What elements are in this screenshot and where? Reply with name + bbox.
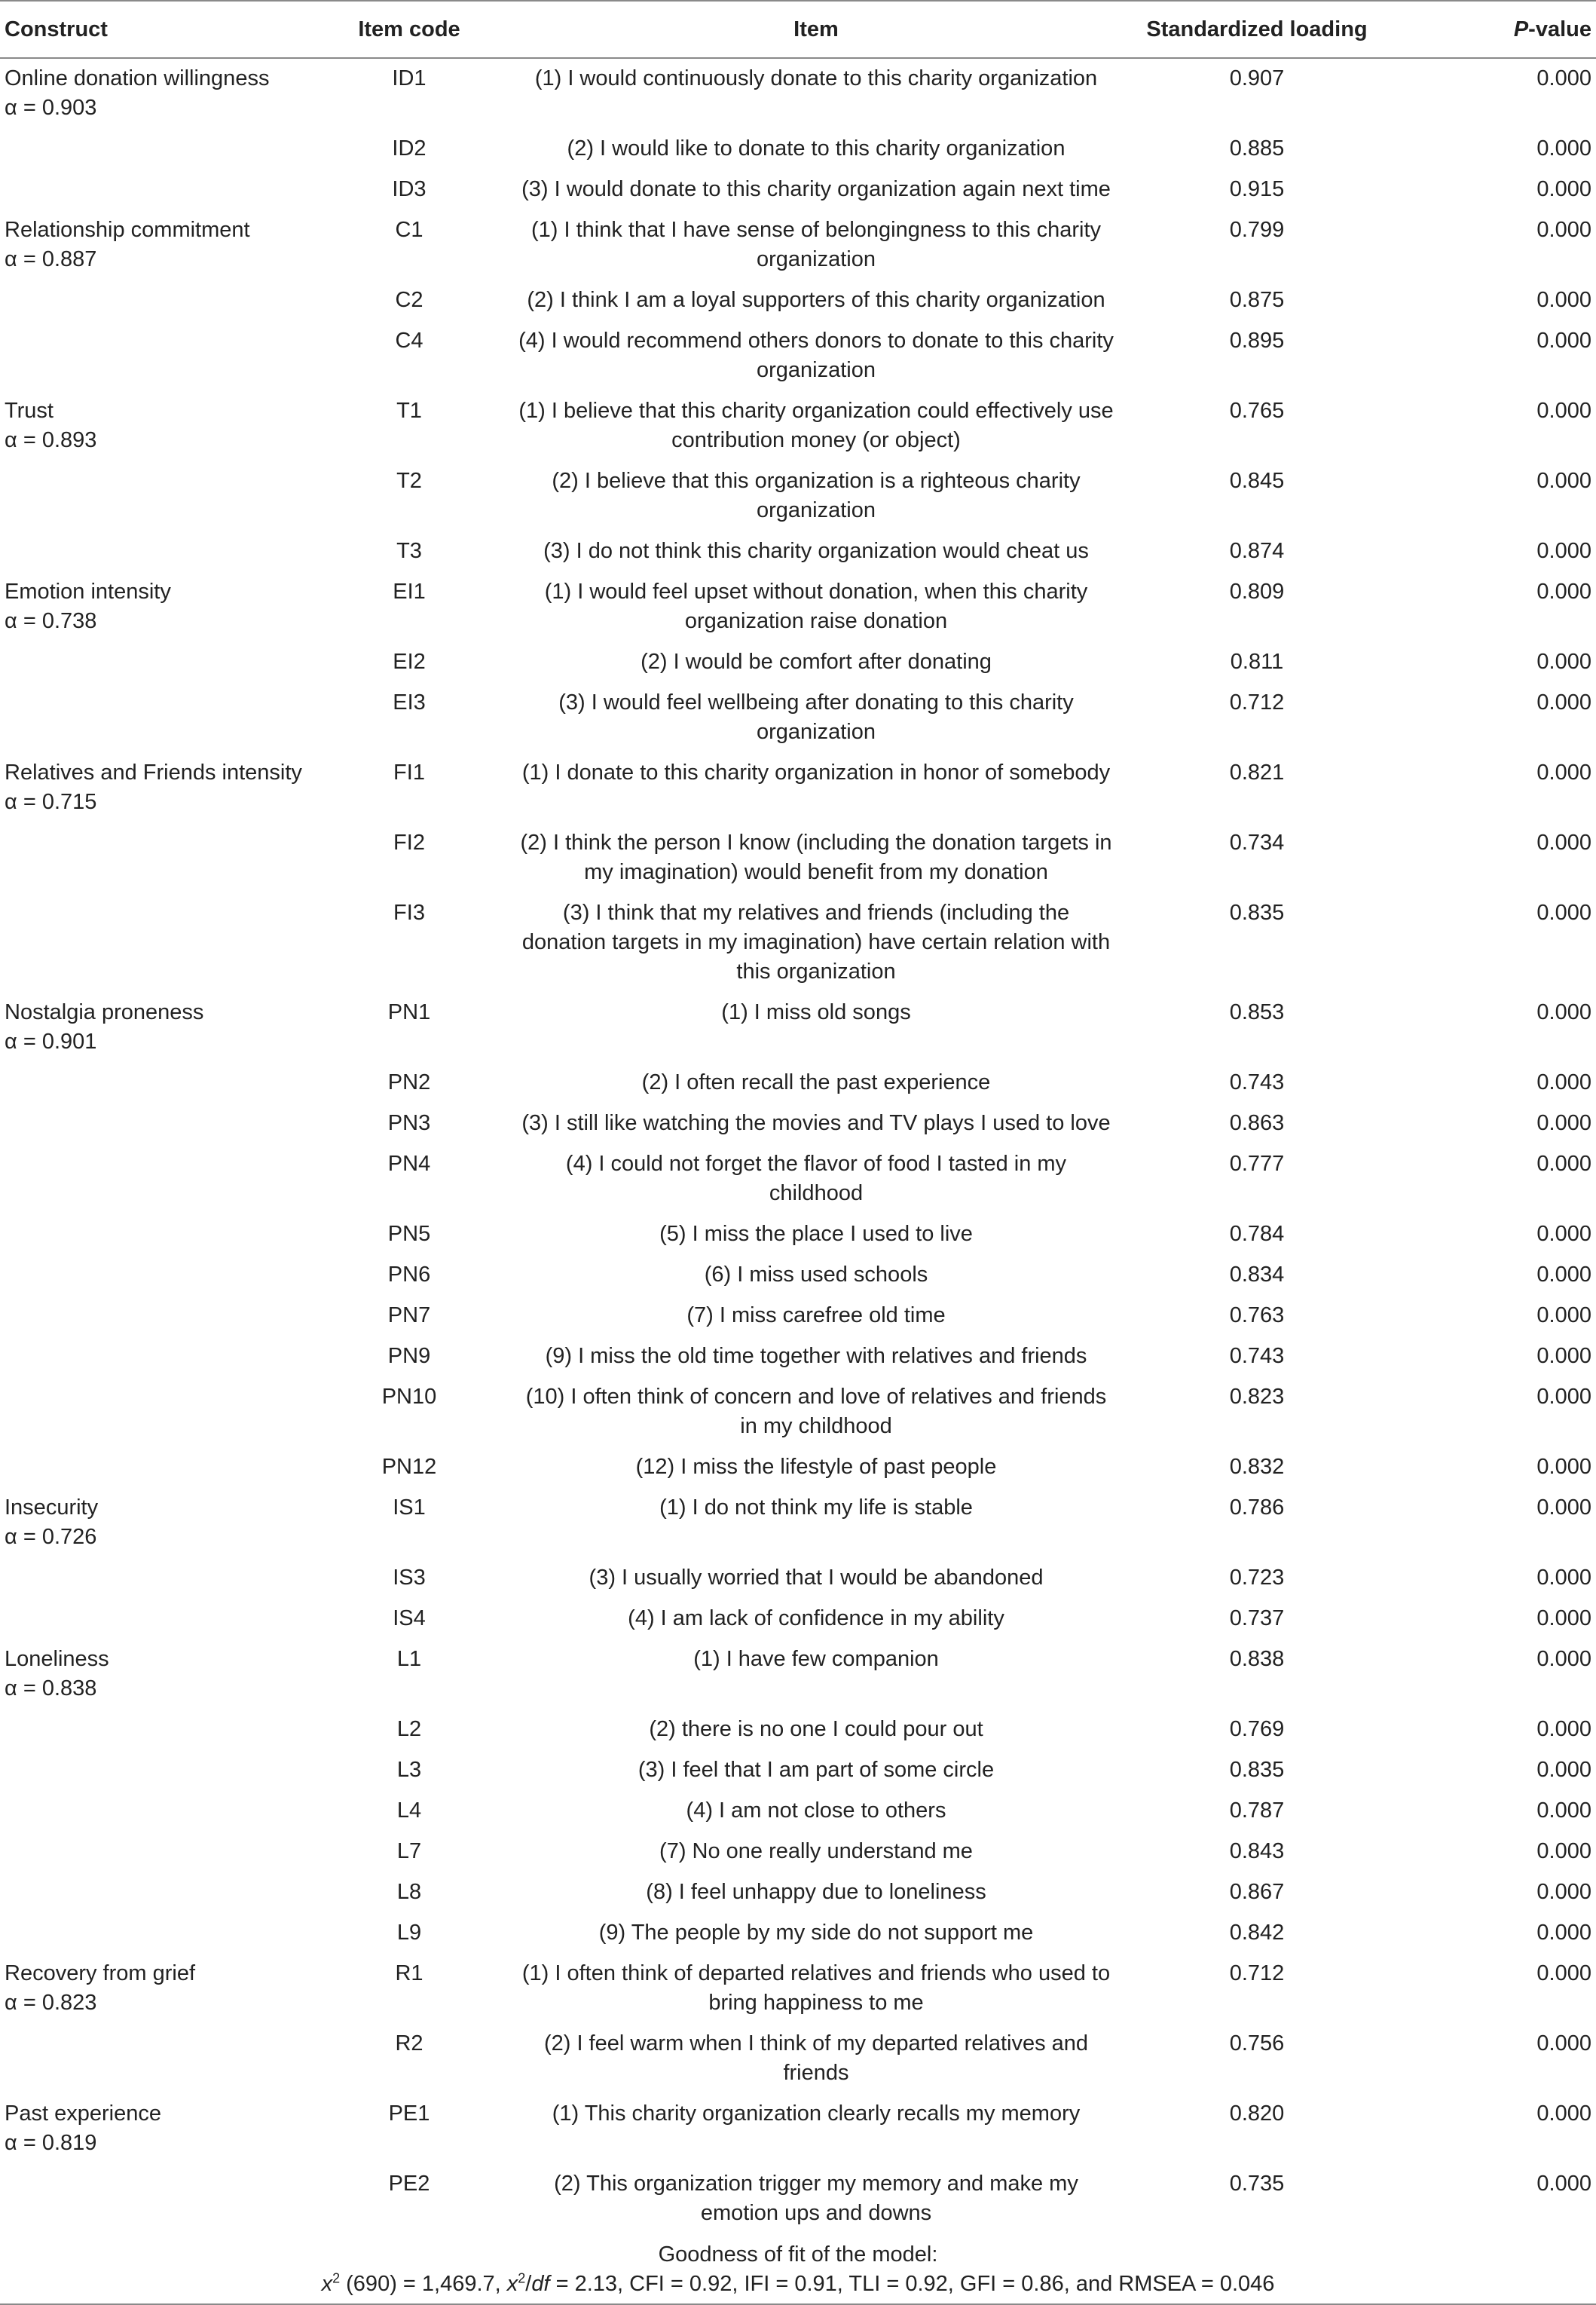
construct-name: Insecurity bbox=[5, 1495, 99, 1520]
loading-cell: 0.756 bbox=[1229, 2031, 1285, 2056]
p-value-cell: 0.000 bbox=[1536, 1303, 1591, 1327]
construct-cell bbox=[0, 1954, 315, 2024]
fit-title: Goodness of fit of the model: bbox=[658, 2242, 938, 2267]
construct-cell bbox=[0, 1255, 315, 1296]
construct-cell bbox=[0, 823, 315, 893]
construct-cell bbox=[0, 58, 315, 129]
loading-cell: 0.743 bbox=[1229, 1344, 1285, 1368]
table-row bbox=[0, 1954, 1596, 2024]
table-row bbox=[0, 1063, 1596, 1104]
construct-cell bbox=[0, 1832, 315, 1872]
item-code-cell: EI2 bbox=[393, 650, 426, 674]
p-value-cell: 0.000 bbox=[1536, 399, 1591, 423]
loading-cell: 0.838 bbox=[1229, 1647, 1285, 1671]
item-text-cell: (4) I am not close to others bbox=[686, 1798, 946, 1823]
item-code-cell: T3 bbox=[396, 539, 422, 563]
p-value-cell: 0.000 bbox=[1536, 2101, 1591, 2126]
item-code-cell: ID2 bbox=[392, 136, 427, 161]
item-code-cell: C1 bbox=[395, 218, 423, 242]
loading-cell: 0.832 bbox=[1229, 1455, 1285, 1479]
loading-cell: 0.863 bbox=[1229, 1111, 1285, 1135]
p-value-cell: 0.000 bbox=[1536, 1111, 1591, 1135]
construct-name: Nostalgia proneness bbox=[5, 1000, 204, 1024]
table-body bbox=[0, 58, 1596, 2234]
loading-cell: 0.835 bbox=[1229, 901, 1285, 925]
loading-cell: 0.835 bbox=[1229, 1758, 1285, 1782]
p-value-cell: 0.000 bbox=[1536, 288, 1591, 312]
item-code-cell: C4 bbox=[395, 329, 423, 353]
construct-cell bbox=[0, 1639, 315, 1710]
construct-alpha: α = 0.887 bbox=[5, 247, 97, 271]
loading-cell: 0.723 bbox=[1229, 1566, 1285, 1590]
loading-cell: 0.769 bbox=[1229, 1717, 1285, 1741]
chi-symbol-2: x bbox=[506, 2272, 518, 2296]
table-row bbox=[0, 391, 1596, 461]
item-text-cell: (7) No one really understand me bbox=[659, 1839, 973, 1863]
construct-cell bbox=[0, 1296, 315, 1336]
p-value-cell: 0.000 bbox=[1536, 831, 1591, 855]
item-code-cell: EI3 bbox=[393, 690, 426, 715]
header-item: Item bbox=[503, 1, 1129, 58]
loading-cell: 0.786 bbox=[1229, 1495, 1285, 1520]
fit-part1: (690) = 1,469.7, bbox=[340, 2272, 507, 2296]
construct-cell bbox=[0, 642, 315, 683]
loading-cell: 0.820 bbox=[1229, 2101, 1285, 2126]
item-text-cell: (2) I would be comfort after donating bbox=[641, 650, 992, 674]
item-code-cell: PN12 bbox=[381, 1455, 437, 1479]
table-row bbox=[0, 823, 1596, 893]
item-text-cell: (2) there is no one I could pour out bbox=[649, 1717, 983, 1741]
construct-cell bbox=[0, 210, 315, 280]
loading-cell: 0.842 bbox=[1229, 1921, 1285, 1945]
table-row bbox=[0, 1872, 1596, 1913]
p-value-cell: 0.000 bbox=[1536, 1566, 1591, 1590]
construct-cell bbox=[0, 461, 315, 531]
table-row bbox=[0, 1599, 1596, 1639]
table-row bbox=[0, 58, 1596, 129]
header-p-suffix: -value bbox=[1528, 17, 1591, 41]
table-row bbox=[0, 531, 1596, 572]
table-row bbox=[0, 1104, 1596, 1144]
loading-cell: 0.763 bbox=[1229, 1303, 1285, 1327]
item-text-cell: (1) I have few companion bbox=[693, 1647, 939, 1671]
construct-cell bbox=[0, 2024, 315, 2094]
construct-name: Online donation willingness bbox=[5, 66, 270, 90]
loading-cell: 0.853 bbox=[1229, 1000, 1285, 1024]
loading-cell: 0.734 bbox=[1229, 831, 1285, 855]
item-text-cell: (3) I would feel wellbeing after donating to this charity organization bbox=[558, 690, 1074, 744]
table-row bbox=[0, 210, 1596, 280]
construct-alpha: α = 0.726 bbox=[5, 1525, 97, 1549]
header-standardized-loading: Standardized loading bbox=[1129, 1, 1385, 58]
construct-cell bbox=[0, 1750, 315, 1791]
p-value-cell: 0.000 bbox=[1536, 1961, 1591, 1985]
item-code-cell: PN4 bbox=[387, 1152, 431, 1176]
construct-cell bbox=[0, 1063, 315, 1104]
construct-cell bbox=[0, 683, 315, 753]
table-row bbox=[0, 2164, 1596, 2234]
item-text-cell: (1) I would feel upset without donation, when this charity organization raise donation bbox=[544, 580, 1088, 633]
p-value-cell: 0.000 bbox=[1536, 1222, 1591, 1246]
construct-cell bbox=[0, 753, 315, 823]
loading-cell: 0.867 bbox=[1229, 1880, 1285, 1904]
p-value-cell: 0.000 bbox=[1536, 329, 1591, 353]
construct-cell bbox=[0, 1488, 315, 1558]
item-text-cell: (1) I think that I have sense of belongingness to this charity organization bbox=[530, 218, 1102, 271]
loading-cell: 0.895 bbox=[1229, 329, 1285, 353]
loading-cell: 0.823 bbox=[1229, 1385, 1285, 1409]
loading-cell: 0.712 bbox=[1229, 690, 1285, 715]
item-code-cell: R1 bbox=[395, 1961, 423, 1985]
construct-alpha: α = 0.738 bbox=[5, 609, 97, 633]
p-value-cell: 0.000 bbox=[1536, 1070, 1591, 1094]
item-text-cell: (9) I miss the old time together with relatives and friends bbox=[545, 1344, 1087, 1368]
construct-cell bbox=[0, 2164, 315, 2234]
construct-cell bbox=[0, 993, 315, 1063]
p-value-cell: 0.000 bbox=[1536, 901, 1591, 925]
loading-cell: 0.875 bbox=[1229, 288, 1285, 312]
p-value-cell: 0.000 bbox=[1536, 177, 1591, 201]
table-row bbox=[0, 1558, 1596, 1599]
item-text-cell: (3) I would donate to this charity organization again next time bbox=[521, 177, 1111, 201]
construct-name: Relatives and Friends intensity bbox=[5, 761, 302, 785]
construct-name: Recovery from grief bbox=[5, 1961, 196, 1985]
p-value-cell: 0.000 bbox=[1536, 1880, 1591, 1904]
item-code-cell: PN1 bbox=[387, 1000, 431, 1024]
construct-name: Loneliness bbox=[5, 1647, 109, 1671]
construct-cell bbox=[0, 1872, 315, 1913]
construct-cell bbox=[0, 1447, 315, 1488]
item-code-cell: R2 bbox=[395, 2031, 423, 2056]
item-text-cell: (2) I think the person I know (including the donation targets in my imagination) would benefit from my donation bbox=[520, 831, 1112, 884]
p-value-cell: 0.000 bbox=[1536, 1839, 1591, 1863]
item-text-cell: (2) I feel warm when I think of my departed relatives and friends bbox=[543, 2031, 1089, 2085]
loading-cell: 0.811 bbox=[1230, 650, 1284, 674]
item-text-cell: (1) I often think of departed relatives and friends who used to bring happiness to me bbox=[521, 1961, 1111, 2015]
table-header bbox=[0, 1, 1596, 58]
item-text-cell: (2) I believe that this organization is a righteous charity organization bbox=[552, 469, 1081, 522]
item-code-cell: L7 bbox=[396, 1839, 422, 1863]
construct-cell bbox=[0, 893, 315, 993]
item-text-cell: (2) I often recall the past experience bbox=[641, 1070, 991, 1094]
item-code-cell: PN9 bbox=[387, 1344, 431, 1368]
p-value-cell: 0.000 bbox=[1536, 690, 1591, 715]
table-row bbox=[0, 1336, 1596, 1377]
item-text-cell: (8) I feel unhappy due to loneliness bbox=[646, 1880, 986, 1904]
loading-cell: 0.784 bbox=[1229, 1222, 1285, 1246]
item-text-cell: (9) The people by my side do not support me bbox=[598, 1921, 1034, 1945]
loading-cell: 0.809 bbox=[1229, 580, 1285, 604]
item-code-cell: L3 bbox=[396, 1758, 422, 1782]
item-code-cell: L8 bbox=[396, 1880, 422, 1904]
item-text-cell: (4) I would recommend others donors to donate to this charity organization bbox=[518, 329, 1114, 382]
item-text-cell: (1) I do not think my life is stable bbox=[659, 1495, 973, 1520]
construct-cell bbox=[0, 572, 315, 642]
goodness-of-fit bbox=[0, 2234, 1596, 2304]
construct-alpha: α = 0.823 bbox=[5, 1991, 97, 2015]
item-text-cell: (5) I miss the place I used to live bbox=[659, 1222, 973, 1246]
construct-cell bbox=[0, 280, 315, 321]
item-code-cell: PE1 bbox=[388, 2101, 430, 2126]
p-value-cell: 0.000 bbox=[1536, 1798, 1591, 1823]
item-text-cell: (7) I miss carefree old time bbox=[686, 1303, 946, 1327]
item-code-cell: T1 bbox=[396, 399, 422, 423]
item-text-cell: (1) This charity organization clearly recalls my memory bbox=[552, 2101, 1081, 2126]
header-p-prefix: P bbox=[1513, 17, 1529, 41]
p-value-cell: 0.000 bbox=[1536, 539, 1591, 563]
item-code-cell: L1 bbox=[396, 1647, 422, 1671]
item-code-cell: PE2 bbox=[388, 2172, 430, 2196]
p-value-cell: 0.000 bbox=[1536, 1606, 1591, 1630]
item-code-cell: IS1 bbox=[393, 1495, 426, 1520]
table-row bbox=[0, 1639, 1596, 1710]
fit-statistics bbox=[0, 2270, 1596, 2299]
table-row bbox=[0, 2094, 1596, 2164]
header-construct: Construct bbox=[0, 1, 315, 58]
construct-cell bbox=[0, 321, 315, 391]
construct-cell bbox=[0, 1214, 315, 1255]
construct-cell bbox=[0, 170, 315, 210]
fit-df: df bbox=[531, 2272, 550, 2296]
construct-alpha: α = 0.838 bbox=[5, 1676, 97, 1700]
table-footer bbox=[0, 2234, 1596, 2304]
construct-cell bbox=[0, 1104, 315, 1144]
loading-cell: 0.845 bbox=[1229, 469, 1285, 493]
p-value-cell: 0.000 bbox=[1536, 136, 1591, 161]
item-text-cell: (2) I think I am a loyal supporters of this charity organization bbox=[527, 288, 1105, 312]
loading-cell: 0.821 bbox=[1229, 761, 1285, 785]
item-code-cell: T2 bbox=[396, 469, 422, 493]
table-row bbox=[0, 1144, 1596, 1214]
loading-cell: 0.843 bbox=[1229, 1839, 1285, 1863]
item-code-cell: FI2 bbox=[393, 831, 425, 855]
table-row bbox=[0, 170, 1596, 210]
construct-cell bbox=[0, 129, 315, 170]
loading-cell: 0.915 bbox=[1229, 177, 1285, 201]
p-value-cell: 0.000 bbox=[1536, 1152, 1591, 1176]
p-value-cell: 0.000 bbox=[1536, 1385, 1591, 1409]
construct-alpha: α = 0.893 bbox=[5, 428, 97, 452]
loading-cell: 0.834 bbox=[1229, 1263, 1285, 1287]
item-text-cell: (1) I would continuously donate to this charity organization bbox=[534, 66, 1098, 90]
construct-name: Emotion intensity bbox=[5, 580, 171, 604]
table-row bbox=[0, 321, 1596, 391]
p-value-cell: 0.000 bbox=[1536, 469, 1591, 493]
item-code-cell: PN5 bbox=[387, 1222, 431, 1246]
table-row bbox=[0, 1832, 1596, 1872]
item-code-cell: ID3 bbox=[392, 177, 427, 201]
construct-cell bbox=[0, 1913, 315, 1954]
item-code-cell: ID1 bbox=[392, 66, 427, 90]
item-code-cell: FI1 bbox=[393, 761, 425, 785]
table-row bbox=[0, 1214, 1596, 1255]
p-value-cell: 0.000 bbox=[1536, 2031, 1591, 2056]
loading-cell: 0.799 bbox=[1229, 218, 1285, 242]
table-row bbox=[0, 572, 1596, 642]
table-row bbox=[0, 1377, 1596, 1447]
p-value-cell: 0.000 bbox=[1536, 1455, 1591, 1479]
item-code-cell: L2 bbox=[396, 1717, 422, 1741]
construct-cell bbox=[0, 531, 315, 572]
item-text-cell: (3) I do not think this charity organization would cheat us bbox=[543, 539, 1089, 563]
construct-alpha: α = 0.715 bbox=[5, 790, 97, 814]
p-value-cell: 0.000 bbox=[1536, 66, 1591, 90]
table-row bbox=[0, 1710, 1596, 1750]
table-row bbox=[0, 683, 1596, 753]
item-code-cell: PN7 bbox=[387, 1303, 431, 1327]
loading-cell: 0.712 bbox=[1229, 1961, 1285, 1985]
loading-cell: 0.777 bbox=[1229, 1152, 1285, 1176]
construct-cell bbox=[0, 2094, 315, 2164]
table-row bbox=[0, 1791, 1596, 1832]
table-row bbox=[0, 129, 1596, 170]
item-text-cell: (1) I miss old songs bbox=[721, 1000, 911, 1024]
table-row bbox=[0, 2024, 1596, 2094]
fit-part2: / bbox=[525, 2272, 532, 2296]
p-value-cell: 0.000 bbox=[1536, 650, 1591, 674]
table-row bbox=[0, 642, 1596, 683]
loading-cell: 0.787 bbox=[1229, 1798, 1285, 1823]
loading-cell: 0.735 bbox=[1229, 2172, 1285, 2196]
item-code-cell: IS4 bbox=[393, 1606, 426, 1630]
table-row bbox=[0, 1296, 1596, 1336]
table-row bbox=[0, 893, 1596, 993]
p-value-cell: 0.000 bbox=[1536, 1758, 1591, 1782]
p-value-cell: 0.000 bbox=[1536, 761, 1591, 785]
p-value-cell: 0.000 bbox=[1536, 1921, 1591, 1945]
item-text-cell: (6) I miss used schools bbox=[704, 1263, 928, 1287]
p-value-cell: 0.000 bbox=[1536, 2172, 1591, 2196]
item-code-cell: PN3 bbox=[387, 1111, 431, 1135]
chi-sup: 2 bbox=[332, 2270, 341, 2286]
chi-sup-2: 2 bbox=[518, 2270, 526, 2286]
p-value-cell: 0.000 bbox=[1536, 580, 1591, 604]
loading-cell: 0.765 bbox=[1229, 399, 1285, 423]
loading-cell: 0.885 bbox=[1229, 136, 1285, 161]
item-text-cell: (3) I think that my relatives and friends (including the donation targets in my imagination) have certain relation with this organization bbox=[521, 901, 1111, 984]
p-value-cell: 0.000 bbox=[1536, 218, 1591, 242]
construct-cell bbox=[0, 1144, 315, 1214]
construct-cell bbox=[0, 1336, 315, 1377]
table-row bbox=[0, 1913, 1596, 1954]
item-code-cell: FI3 bbox=[393, 901, 425, 925]
table-row bbox=[0, 1447, 1596, 1488]
loading-cell: 0.874 bbox=[1229, 539, 1285, 563]
construct-cell bbox=[0, 1377, 315, 1447]
construct-name: Past experience bbox=[5, 2101, 161, 2126]
construct-alpha: α = 0.819 bbox=[5, 2131, 97, 2155]
table-row bbox=[0, 993, 1596, 1063]
loading-cell: 0.907 bbox=[1229, 66, 1285, 90]
table-row bbox=[0, 280, 1596, 321]
p-value-cell: 0.000 bbox=[1536, 1000, 1591, 1024]
item-text-cell: (3) I still like watching the movies and TV plays I used to love bbox=[521, 1111, 1111, 1135]
item-code-cell: PN2 bbox=[387, 1070, 431, 1094]
item-code-cell: C2 bbox=[395, 288, 423, 312]
item-text-cell: (1) I believe that this charity organization could effectively use contribution money (or object) bbox=[518, 399, 1114, 452]
table-row bbox=[0, 1488, 1596, 1558]
item-text-cell: (10) I often think of concern and love of relatives and friends in my childhood bbox=[525, 1385, 1107, 1438]
p-value-cell: 0.000 bbox=[1536, 1344, 1591, 1368]
item-code-cell: IS3 bbox=[393, 1566, 426, 1590]
construct-alpha: α = 0.901 bbox=[5, 1030, 97, 1054]
chi-symbol: x bbox=[321, 2272, 333, 2296]
item-code-cell: EI1 bbox=[393, 580, 426, 604]
construct-cell bbox=[0, 1599, 315, 1639]
loading-cell: 0.743 bbox=[1229, 1070, 1285, 1094]
construct-cell bbox=[0, 1558, 315, 1599]
item-code-cell: L4 bbox=[396, 1798, 422, 1823]
construct-name: Trust bbox=[5, 399, 54, 423]
p-value-cell: 0.000 bbox=[1536, 1495, 1591, 1520]
item-text-cell: (2) This organization trigger my memory and make my emotion ups and downs bbox=[554, 2172, 1078, 2225]
item-text-cell: (3) I usually worried that I would be abandoned bbox=[589, 1566, 1044, 1590]
item-text-cell: (4) I am lack of confidence in my ability bbox=[628, 1606, 1004, 1630]
p-value-cell: 0.000 bbox=[1536, 1647, 1591, 1671]
header-p-value bbox=[1385, 1, 1596, 58]
item-code-cell: PN10 bbox=[381, 1385, 437, 1409]
p-value-cell: 0.000 bbox=[1536, 1717, 1591, 1741]
construct-cell bbox=[0, 391, 315, 461]
header-item-code: Item code bbox=[315, 1, 503, 58]
item-text-cell: (2) I would like to donate to this charity organization bbox=[567, 136, 1066, 161]
construct-cell bbox=[0, 1791, 315, 1832]
construct-alpha: α = 0.903 bbox=[5, 96, 97, 120]
construct-cell bbox=[0, 1710, 315, 1750]
construct-name: Relationship commitment bbox=[5, 218, 250, 242]
item-text-cell: (4) I could not forget the flavor of food I tasted in my childhood bbox=[565, 1152, 1067, 1205]
table-row bbox=[0, 753, 1596, 823]
item-code-cell: L9 bbox=[396, 1921, 422, 1945]
table-row bbox=[0, 1255, 1596, 1296]
item-text-cell: (3) I feel that I am part of some circle bbox=[637, 1758, 995, 1782]
loading-cell: 0.737 bbox=[1229, 1606, 1285, 1630]
item-code-cell: PN6 bbox=[387, 1263, 431, 1287]
item-text-cell: (12) I miss the lifestyle of past people bbox=[635, 1455, 997, 1479]
item-text-cell: (1) I donate to this charity organization in honor of somebody bbox=[521, 761, 1111, 785]
table-row bbox=[0, 461, 1596, 531]
table-row bbox=[0, 1750, 1596, 1791]
fit-part3: = 2.13, CFI = 0.92, IFI = 0.91, TLI = 0.92, GFI = 0.86, and RMSEA = 0.046 bbox=[549, 2272, 1275, 2296]
p-value-cell: 0.000 bbox=[1536, 1263, 1591, 1287]
